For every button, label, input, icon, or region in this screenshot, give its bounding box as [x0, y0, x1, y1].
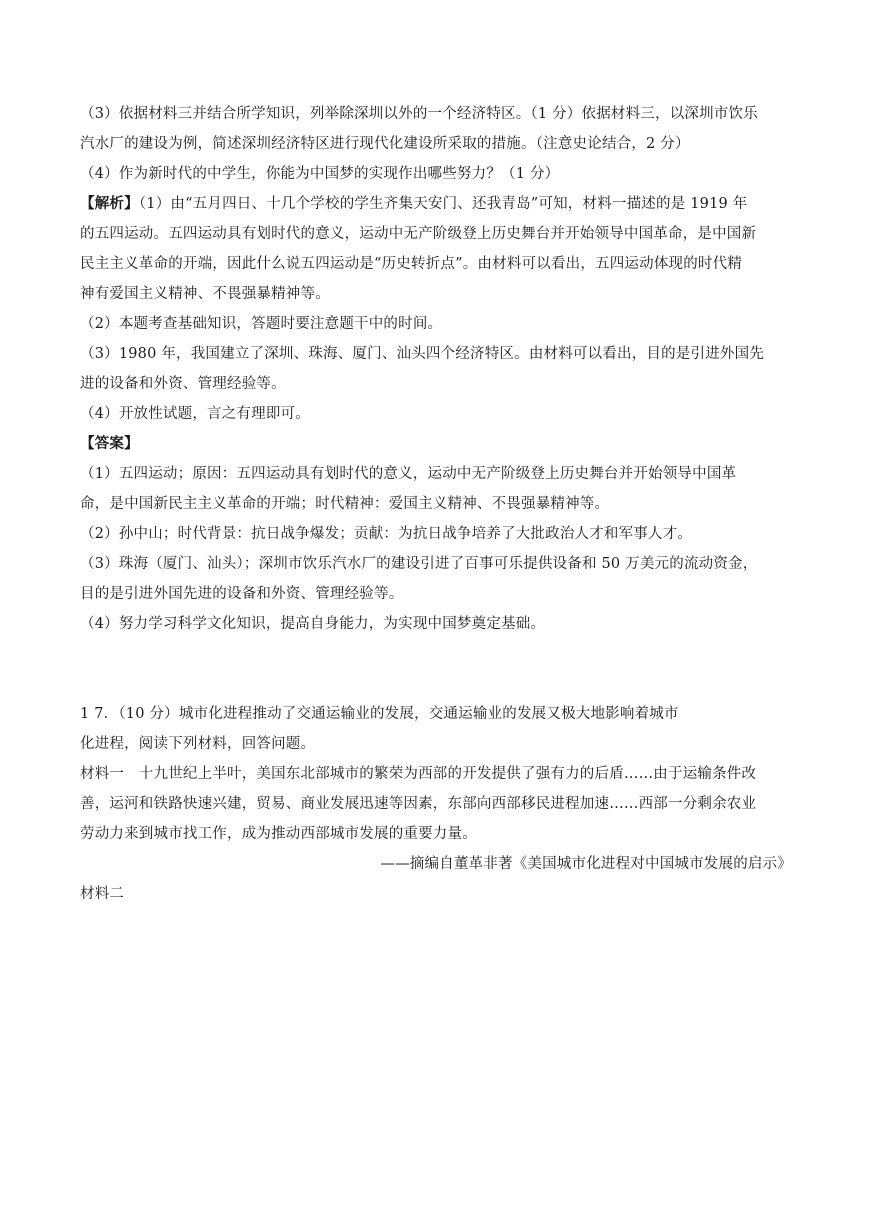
- material2-label: 材料二: [80, 886, 125, 902]
- answer-3-line1: （3）珠海（厦门、汕头）；深圳市饮乐汽水厂的建设引进了百事可乐提供设备和 50 万美元的流动资金，: [80, 556, 758, 572]
- material1-line2: 善，运河和铁路快速兴建，贸易、商业发展迅速等因素，东部向西部移民进程加速……西部一分剩余农业: [80, 796, 757, 812]
- q17-line1: 1 7．（10 分）城市化进程推动了交通运输业的发展，交通运输业的发展又极大地影响着城市: [80, 706, 679, 722]
- q17-line2: 化进程，阅读下列材料，回答问题。: [80, 736, 316, 752]
- analysis-3-line1: （3）1980 年，我国建立了深圳、珠海、厦门、汕头四个经济特区。由材料可以看出，目的是引进外国先: [80, 346, 765, 362]
- analysis-4: （4）开放性试题，言之有理即可。: [80, 406, 310, 422]
- material1-line1: 材料一 十九世纪上半叶，美国东北部城市的繁荣为西部的开发提供了强有力的后盾……由于运输条件改: [80, 766, 757, 782]
- answer-3-line2: 目的是引进外国先进的设备和外资、管理经验等。: [80, 586, 404, 602]
- analysis-label: 【解析】: [80, 195, 139, 212]
- material1-line3: 劳动力来到城市找工作，成为推动西部城市发展的重要力量。: [80, 826, 477, 842]
- q3-question-line2: 汽水厂的建设为例，简述深圳经济特区进行现代化建设所采取的措施。（注意史论结合，2 分）: [80, 136, 690, 152]
- answer-2: （2）孙中山；时代背景：抗日战争爆发；贡献：为抗日战争培养了大批政治人才和军事人才。: [80, 526, 693, 542]
- q4-question: （4）作为新时代的中学生，你能为中国梦的实现作出哪些努力？（1 分）: [80, 166, 560, 182]
- answer-label: 【答案】: [80, 435, 139, 452]
- analysis-line4: 神有爱国主义精神、不畏强暴精神等。: [80, 286, 330, 302]
- answer-1-line1: （1）五四运动；原因：五四运动具有划时代的意义，运动中无产阶级登上历史舞台并开始领导中国革: [80, 466, 737, 482]
- q3-question-line1: （3）依据材料三并结合所学知识，列举除深圳以外的一个经济特区。（1 分）依据材料三，以深圳市饮乐: [80, 106, 758, 122]
- analysis-line1-text: （1）由“五月四日、十几个学校的学生齐集天安门、还我青岛”可知，材料一描述的是 1919 年: [138, 196, 748, 212]
- answer-4: （4）努力学习科学文化知识，提高自身能力，为实现中国梦奠定基础。: [80, 616, 546, 632]
- analysis-3-line2: 进的设备和外资、管理经验等。: [80, 376, 286, 392]
- analysis-2: （2）本题考查基础知识，答题时要注意题干中的时间。: [80, 316, 443, 332]
- analysis-line1: [80, 194, 792, 214]
- analysis-line3: 民主主义革命的开端，因此什么说五四运动是“历史转折点”。由材料可以看出，五四运动体现的时代精: [80, 256, 743, 272]
- material1-source: ——摘编自董革非著《美国城市化进程对中国城市发展的启示》: [380, 856, 792, 872]
- answer-1-line2: 命，是中国新民主主义革命的开端；时代精神：爱国主义精神、不畏强暴精神等。: [80, 496, 610, 512]
- analysis-line2: 的五四运动。五四运动具有划时代的意义，运动中无产阶级登上历史舞台并开始领导中国革命，是中国新: [80, 226, 757, 242]
